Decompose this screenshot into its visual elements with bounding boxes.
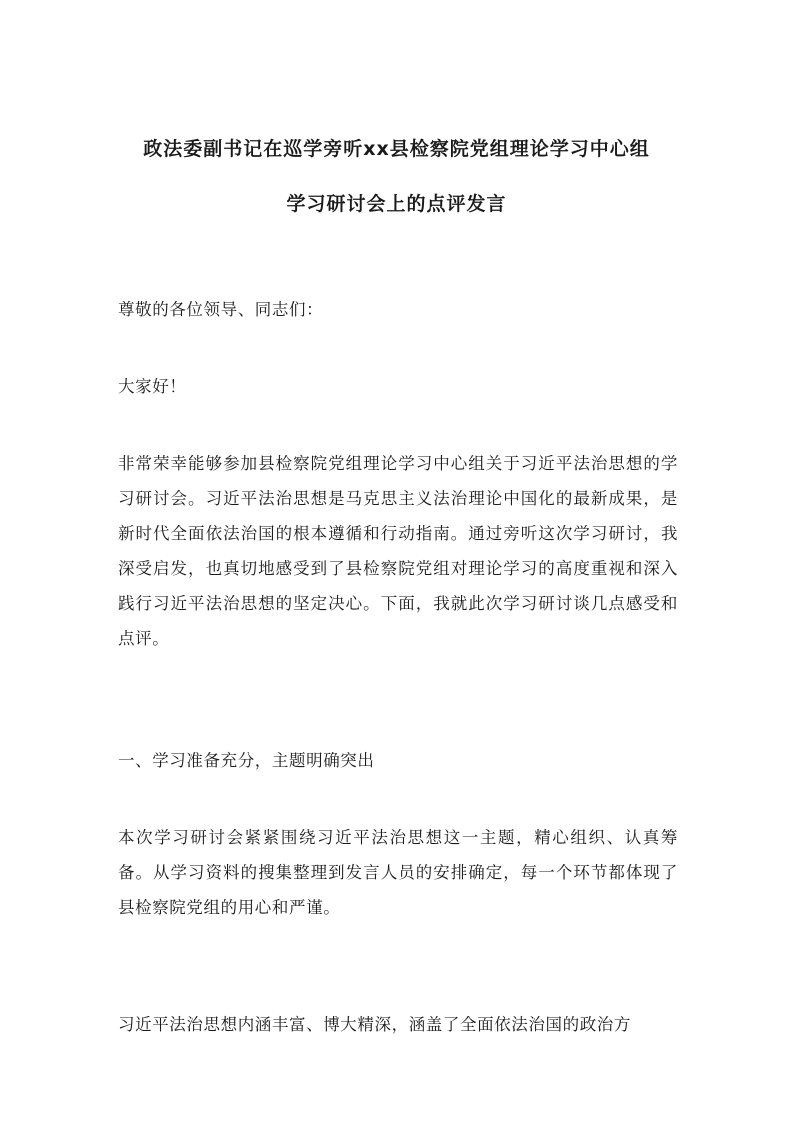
- section-heading-1: 一、学习准备充分，主题明确突出: [118, 751, 375, 770]
- greeting-paragraph: 尊敬的各位领导、同志们：: [118, 300, 324, 319]
- document-title: [100, 122, 693, 232]
- title-line-1: 政法委副书记在巡学旁听xx县检察院党组理论学习中心组: [143, 138, 650, 160]
- section-1-paragraph: 本次学习研讨会紧紧围绕习近平法治思想这一主题，精心组织、认真筹备。从学习资料的搜集整理到发言人员的安排确定，每一个环节都体现了县检察院党组的用心和严谨。: [118, 828, 678, 917]
- intro-paragraph: 非常荣幸能够参加县检察院党组理论学习中心组关于习近平法治思想的学习研讨会。习近平法治思想是马克思主义法治理论中国化的最新成果，是新时代全面依法治国的根本遵循和行动指南。通过旁听这次学习研讨，我深受启发，也真切地感受到了县检察院党组对理论学习的高度重视和深入践行习近平法治思想的坚定决心。下面，我就此次学习研讨谈几点感受和点评。: [118, 454, 678, 648]
- hello-paragraph: 大家好！: [118, 377, 187, 396]
- title-line-2: 学习研讨会上的点评发言: [286, 193, 507, 215]
- section-1-paragraph-2: 习近平法治思想内涵丰富、博大精深，涵盖了全面依法治国的政治方: [118, 1015, 631, 1034]
